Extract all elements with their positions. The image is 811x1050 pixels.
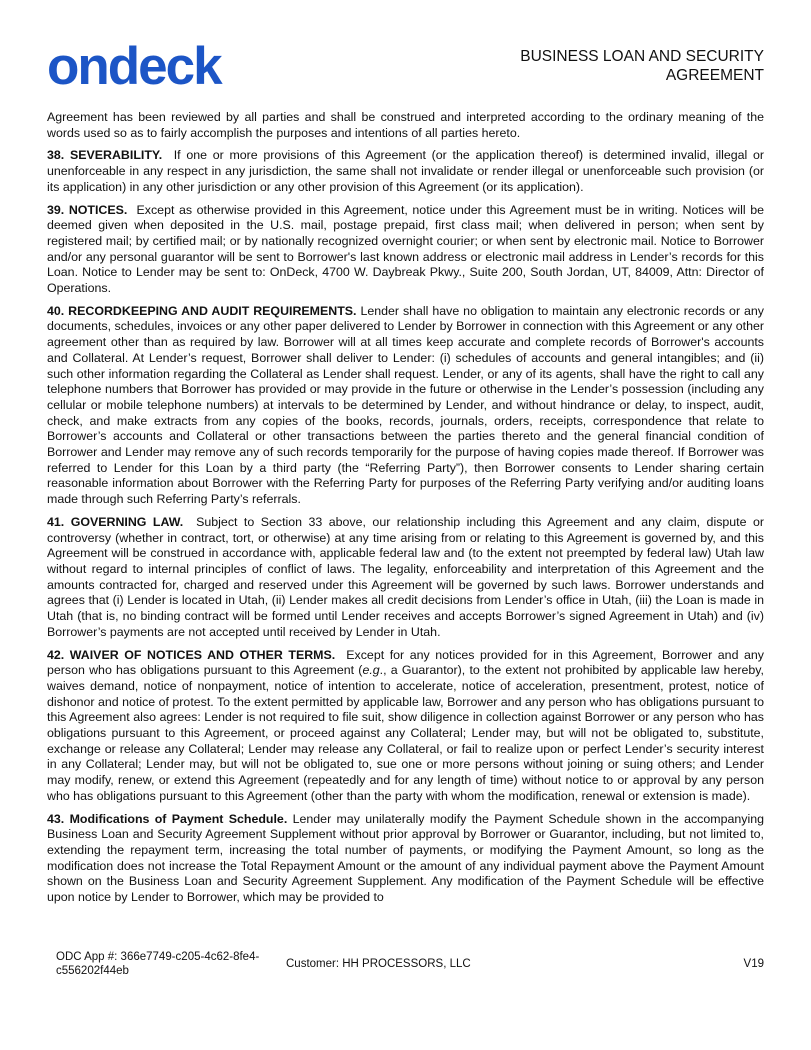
- section-heading: WAIVER OF NOTICES AND OTHER TERMS.: [69, 647, 336, 662]
- section-text-italic: e.g: [362, 663, 380, 678]
- section-number: 43.: [47, 811, 65, 826]
- title-line-1: BUSINESS LOAN AND SECURITY: [520, 48, 764, 65]
- section-text-part-2: ., a Guarantor), to the extent not prohibited by applicable law hereby, waives demand, notice of nonpayment, notice of intention to accelerate, notice of acceleration, presentment, protest, notice of dishonor and notice of protest. To the extent permitted by applicable law, Borrower and any person who has obligations pursuant to this Agreement also agrees: Lender is not required to file suit, show diligence in collection against Borrower or any person who has obligations pursuant to this Agreement, or proceed against any Collateral; Lender may, but will not be obligated to, substitute, exchange or release any Collateral; Lender may release any Collateral, or fail to realize upon or perfect Lender’s security interest in any Collateral; Lender may, but will not be obligated to, sue one or more persons without joining or suing others; and Lender may modify, renew, or extend this Agreement (repeatedly and for any length of time) without notice to or approval by any person who has obligations pursuant to this Agreement (other than the party with whom the modification, renewal or extension is made).: [47, 663, 764, 803]
- section-text-part-1: Except for any notices provided for in this Agreement, Borrower and any person who has obligations pursuant to this Agreement (: [47, 647, 764, 678]
- application-number-line-1: ODC App #: 366e7749-c205-4c62-8fe4-: [56, 951, 260, 963]
- section-text: Lender shall have no obligation to maintain any electronic records or any documents, schedules, invoices or any other paper delivered to Lender by Borrower in connection with this Agreement or any other agreement other than as required by law. Borrower will at all times keep accurate and complete records of Borrower's accounts and Collateral. At Lender’s request, Borrower shall deliver to Lender: (i) schedules of accounts and general intangibles; and (ii) such other information regarding the Collateral as Lender shall request. Lender, or any of its agents, shall have the right to call any telephone numbers that Borrower has provided or may provide in the future or otherwise in the Lender’s possession (including any cellular or mobile telephone numbers) at intervals to be determined by Lender, and without hindrance or delay, to inspect, audit, check, and make extracts from any copies of the books, records, journals, orders, receipts, correspondence that relate to Borrower’s accounts and Collateral or other transactions between the parties thereto and the general financial condition of Borrower and Lender may remove any of such records temporarily for the purpose of having copies made thereof. If Borrower was referred to Lender for this Loan by a third party (the “Referring Party”), then Borrower consents to Lender sharing certain reasonable information about Borrower with the Referring Party for purposes of the Referring Party verifying and/or auditing loans made through such Referring Party’s referrals.: [47, 303, 764, 507]
- customer-name: Customer: HH PROCESSORS, LLC: [286, 958, 471, 970]
- section-heading: RECORDKEEPING AND AUDIT REQUIREMENTS.: [68, 303, 357, 318]
- section-40: [47, 304, 764, 508]
- section-heading: NOTICES.: [68, 202, 128, 217]
- section-heading: Modifications of Payment Schedule.: [69, 811, 288, 826]
- section-text: Lender may unilaterally modify the Payment Schedule shown in the accompanying Business Loan and Security Agreement Supplement without prior approval by Borrower or Guarantor, including, but not limited to, extending the repayment term, increasing the total number of payments, or modifying the Payment Amount, so long as the modification does not increase the Total Repayment Amount or the amount of any individual payment above the Payment Amount shown on the Business Loan and Security Agreement Supplement. Any modification of the Payment Schedule will be effective upon notice by Lender to Borrower, which may be provided to: [47, 811, 764, 905]
- section-number: 38.: [47, 148, 65, 163]
- document-title: [444, 47, 764, 85]
- section-text: If one or more provisions of this Agreement (or the application thereof) is determined invalid, illegal or unenforceable in any respect in any jurisdiction, the same shall not invalidate or render illegal or unenforceable such provision (or its application) in any other jurisdiction or any other provision of this Agreement (or its application).: [47, 148, 764, 194]
- section-number: 40.: [47, 303, 65, 318]
- title-line-2: AGREEMENT: [665, 67, 764, 84]
- application-number-line-2: c556202f44eb: [56, 965, 129, 977]
- ondeck-logo: [47, 37, 221, 96]
- logo-part-deck: deck: [107, 37, 221, 96]
- intro-paragraph: Agreement has been reviewed by all parties and shall be construed and interpreted according to the ordinary meaning of the words used so as to fairly accomplish the purposes and intentions of all parties hereto.: [47, 110, 764, 140]
- section-number: 41.: [47, 514, 65, 529]
- logo-part-on: on: [47, 37, 108, 96]
- section-heading: GOVERNING LAW.: [70, 514, 184, 529]
- section-39: [47, 203, 764, 297]
- section-heading: SEVERABILITY.: [69, 148, 163, 163]
- application-number: [56, 950, 276, 978]
- section-text: Subject to Section 33 above, our relationship including this Agreement and any claim, dispute or controversy (whether in contract, tort, or otherwise) at any time arising from or relating to this Agreement is governed by, and this Agreement will be construed in accordance with, applicable federal law and (to the extent not preempted by federal law) Utah law without regard to internal principles of conflict of laws. The legality, enforceability and interpretation of this Agreement and the amounts contracted for, charged and reserved under this Agreement will be governed by such laws. Borrower understands and agrees that (i) Lender is located in Utah, (ii) Lender makes all credit decisions from Lender’s office in Utah, (iii) the Loan is made in Utah (that is, no binding contract will be formed until Lender receives and accepts Borrower’s signed Agreement in Utah) and (iv) Borrower’s payments are not accepted until received by Lender in Utah.: [47, 514, 764, 639]
- section-38: [47, 148, 764, 195]
- section-41: [47, 515, 764, 641]
- agreement-body: [47, 110, 764, 913]
- section-43: [47, 812, 764, 906]
- section-number: 42.: [47, 647, 65, 662]
- section-text: Except as otherwise provided in this Agreement, notice under this Agreement must be in writing. Notices will be deemed given when deposited in the U.S. mail, postage prepaid, first class mail; when delivered in person; when sent by registered mail; by certified mail; or by nationally recognized overnight courier; or when sent by electronic mail. Notice to Borrower and/or any personal guarantor will be sent to Borrower's last known address or electronic mail address in Lender’s records for this Loan. Notice to Lender may be sent to: OnDeck, 4700 W. Daybreak Pkwy., Suite 200, South Jordan, UT, 84009, Attn: Director of Operations.: [47, 202, 765, 296]
- page-footer: [0, 950, 811, 990]
- section-42: [47, 648, 764, 805]
- section-number: 39.: [47, 202, 65, 217]
- version-label: V19: [743, 958, 764, 970]
